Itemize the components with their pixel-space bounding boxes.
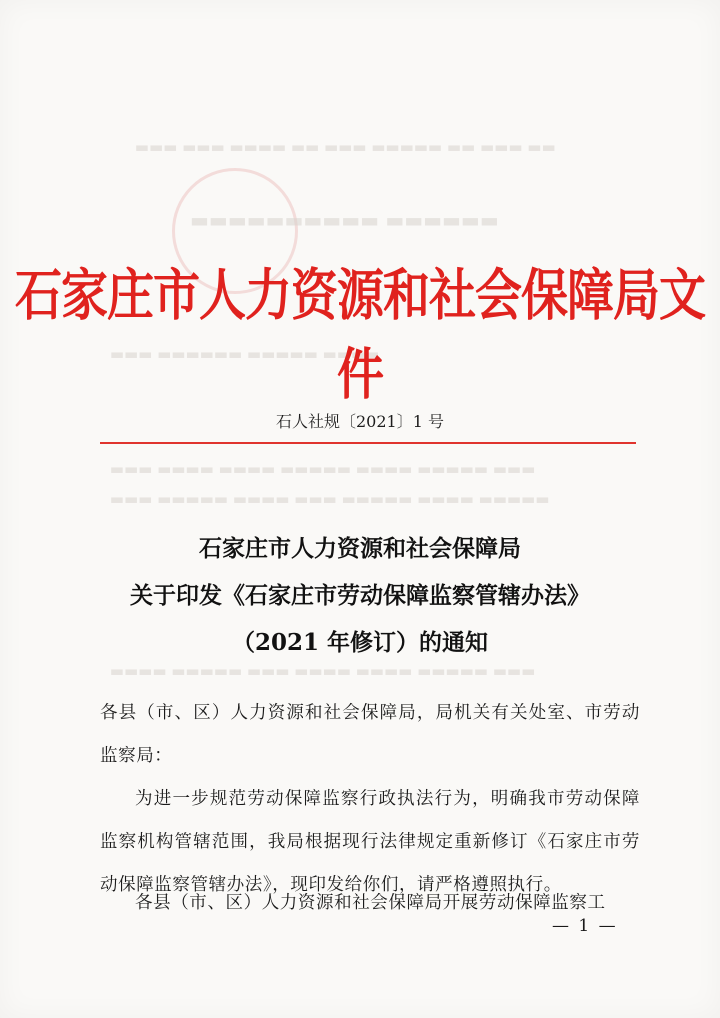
body-paragraph: 为进一步规范劳动保障监察行政执法行为，明确我市劳动保障监察机构管辖范围，我局根据现行法律规定重新修订《石家庄市劳动保障监察管辖办法》，现印发给你们，请严格遵照执行。 bbox=[100, 789, 640, 895]
red-separator-line bbox=[100, 442, 636, 444]
addressee-paragraph: 各县（市、区）人力资源和社会保障局，局机关有关处室、市劳动监察局： bbox=[100, 703, 640, 766]
document-number: 石人社规〔2021〕1 号 bbox=[276, 412, 444, 431]
reverse-text-ghost: ▬▬▬▬ ▬▬▬▬▬ ▬▬▬▬▬▬ ▬▬▬ bbox=[110, 345, 380, 363]
reverse-text-ghost: ▬▬▬▬▬▬ ▬▬▬▬▬▬▬▬▬▬ bbox=[190, 208, 499, 232]
notice-title-line-1: 石家庄市人力资源和社会保障局 bbox=[199, 535, 521, 562]
body-paragraph-continued: 各县（市、区）人力资源和社会保障局开展劳动保障监察工 bbox=[135, 893, 606, 913]
page-number: — 1 — bbox=[552, 916, 618, 936]
reverse-text-ghost: ▬▬▬ ▬▬▬▬▬ ▬▬▬▬ ▬▬▬▬ ▬▬▬ ▬▬▬▬▬ ▬▬▬▬ bbox=[110, 662, 536, 680]
notice-title-line-2: 关于印发《石家庄市劳动保障监察管辖办法》 bbox=[130, 582, 590, 609]
reverse-text-ghost: ▬▬▬▬▬ ▬▬▬▬ ▬▬▬▬▬ ▬▬▬ ▬▬▬▬ ▬▬▬▬▬ ▬▬▬ bbox=[110, 490, 550, 508]
notice-title-line-3: （2021 年修订）的通知 bbox=[231, 629, 489, 656]
issuer-header: 石家庄市人力资源和社会保障局文件 bbox=[15, 263, 705, 408]
reverse-text-ghost: ▬▬ ▬▬▬ ▬▬ ▬▬▬▬▬ ▬▬▬ ▬▬ ▬▬▬▬ ▬▬▬ ▬▬▬ bbox=[135, 138, 556, 156]
reverse-text-ghost: ▬▬▬ ▬▬▬▬▬ ▬▬▬▬ ▬▬▬▬▬ ▬▬▬▬ ▬▬▬▬ ▬▬▬ bbox=[110, 460, 536, 478]
